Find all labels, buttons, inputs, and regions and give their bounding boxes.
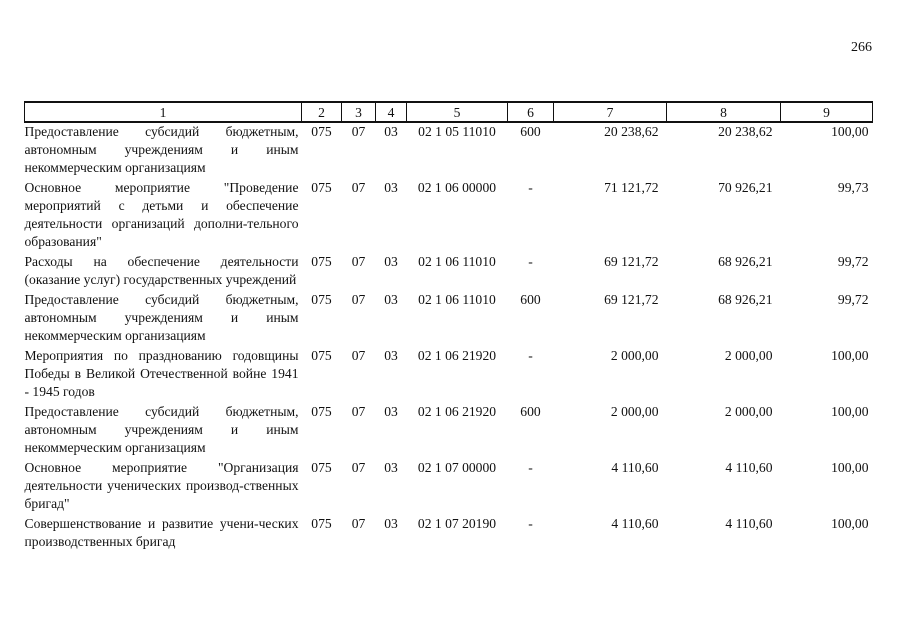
row-subsection: 03 [384, 124, 398, 139]
row-name: Предоставление субсидий бюджетным, автономным учреждениям и иным некоммерческим организациям [24, 292, 299, 343]
row-name: Совершенствование и развитие учени-ческих производственных бригад [24, 516, 299, 549]
row-expense-type: - [528, 180, 533, 195]
row-amount-actual: 68 926,21 [718, 292, 773, 307]
row-name: Мероприятия по празднованию годовщины Победы в Великой Отечественной войне 1941 - 1945 годов [24, 348, 299, 399]
table-row [25, 253, 873, 291]
row-target-code: 02 1 06 11010 [418, 254, 496, 269]
row-section: 07 [351, 124, 366, 139]
row-section: 07 [351, 292, 366, 307]
row-amount-plan: 4 110,60 [611, 460, 659, 475]
row-percent: 100,00 [831, 124, 869, 139]
row-ministry-code: 075 [311, 180, 332, 195]
table-row [25, 179, 873, 253]
row-name: Основное мероприятие "Организация деятельности ученических производ-ственных бригад" [24, 460, 299, 511]
row-section: 07 [351, 254, 366, 269]
column-header-2: 2 [302, 102, 342, 122]
row-ministry-code: 075 [311, 124, 332, 139]
column-header-1: 1 [25, 102, 302, 122]
column-header-7: 7 [554, 102, 667, 122]
row-target-code: 02 1 06 21920 [417, 404, 497, 419]
table-header-row [25, 102, 873, 122]
row-amount-plan: 71 121,72 [604, 180, 659, 195]
row-expense-type: - [528, 254, 533, 269]
row-section: 07 [351, 348, 366, 363]
row-ministry-code: 075 [311, 348, 332, 363]
row-percent: 100,00 [831, 460, 869, 475]
table-row [25, 403, 873, 459]
row-ministry-code: 075 [311, 254, 332, 269]
row-expense-type: 600 [520, 292, 541, 307]
row-amount-actual: 68 926,21 [718, 254, 773, 269]
column-header-3: 3 [342, 102, 376, 122]
table-row [25, 515, 873, 553]
column-header-6: 6 [508, 102, 554, 122]
column-header-4: 4 [376, 102, 407, 122]
row-target-code: 02 1 06 21920 [417, 348, 497, 363]
row-percent: 100,00 [831, 348, 869, 363]
row-name: Предоставление субсидий бюджетным, автономным учреждениям и иным некоммерческим организациям [24, 124, 299, 175]
row-ministry-code: 075 [311, 404, 332, 419]
table-row [25, 347, 873, 403]
row-percent: 99,72 [837, 254, 869, 269]
row-subsection: 03 [384, 254, 398, 269]
row-section: 07 [351, 460, 366, 475]
row-amount-plan: 20 238,62 [604, 124, 659, 139]
row-ministry-code: 075 [311, 292, 332, 307]
row-target-code: 02 1 06 00000 [417, 180, 497, 195]
row-subsection: 03 [384, 348, 398, 363]
row-percent: 99,73 [837, 180, 869, 195]
column-header-8: 8 [667, 102, 781, 122]
row-ministry-code: 075 [311, 516, 332, 531]
row-amount-plan: 2 000,00 [610, 404, 659, 419]
row-subsection: 03 [384, 516, 398, 531]
row-amount-actual: 4 110,60 [725, 460, 773, 475]
row-section: 07 [351, 404, 366, 419]
page-number: 266 [851, 40, 872, 55]
row-expense-type: - [528, 348, 533, 363]
row-amount-actual: 4 110,60 [725, 516, 773, 531]
row-expense-type: 600 [520, 404, 541, 419]
row-percent: 100,00 [831, 404, 869, 419]
row-name: Предоставление субсидий бюджетным, автономным учреждениям и иным некоммерческим организациям [24, 404, 299, 455]
row-subsection: 03 [384, 404, 398, 419]
row-amount-plan: 4 110,60 [611, 516, 659, 531]
row-target-code: 02 1 07 00000 [417, 460, 497, 475]
row-subsection: 03 [384, 292, 398, 307]
row-expense-type: 600 [520, 124, 541, 139]
row-section: 07 [351, 180, 366, 195]
row-name: Расходы на обеспечение деятельности (оказание услуг) государственных учреждений [24, 254, 299, 287]
row-name: Основное мероприятие "Проведение мероприятий с детьми и обеспечение деятельности организаций дополни-тельного образования" [24, 180, 299, 249]
row-amount-actual: 70 926,21 [718, 180, 773, 195]
table-row [25, 122, 873, 179]
row-amount-plan: 2 000,00 [610, 348, 659, 363]
column-header-5: 5 [407, 102, 508, 122]
row-amount-actual: 2 000,00 [724, 404, 773, 419]
row-amount-actual: 20 238,62 [718, 124, 773, 139]
row-target-code: 02 1 06 11010 [418, 292, 496, 307]
row-ministry-code: 075 [311, 460, 332, 475]
row-target-code: 02 1 05 11010 [418, 124, 496, 139]
table-row [25, 459, 873, 515]
column-header-9: 9 [781, 102, 873, 122]
row-subsection: 03 [384, 180, 398, 195]
row-amount-plan: 69 121,72 [604, 292, 659, 307]
table-row [25, 291, 873, 347]
budget-table [24, 101, 873, 553]
row-section: 07 [351, 516, 366, 531]
row-expense-type: - [528, 460, 533, 475]
row-target-code: 02 1 07 20190 [417, 516, 497, 531]
row-expense-type: - [528, 516, 533, 531]
row-percent: 99,72 [837, 292, 869, 307]
row-subsection: 03 [384, 460, 398, 475]
row-amount-plan: 69 121,72 [604, 254, 659, 269]
row-percent: 100,00 [831, 516, 869, 531]
row-amount-actual: 2 000,00 [724, 348, 773, 363]
